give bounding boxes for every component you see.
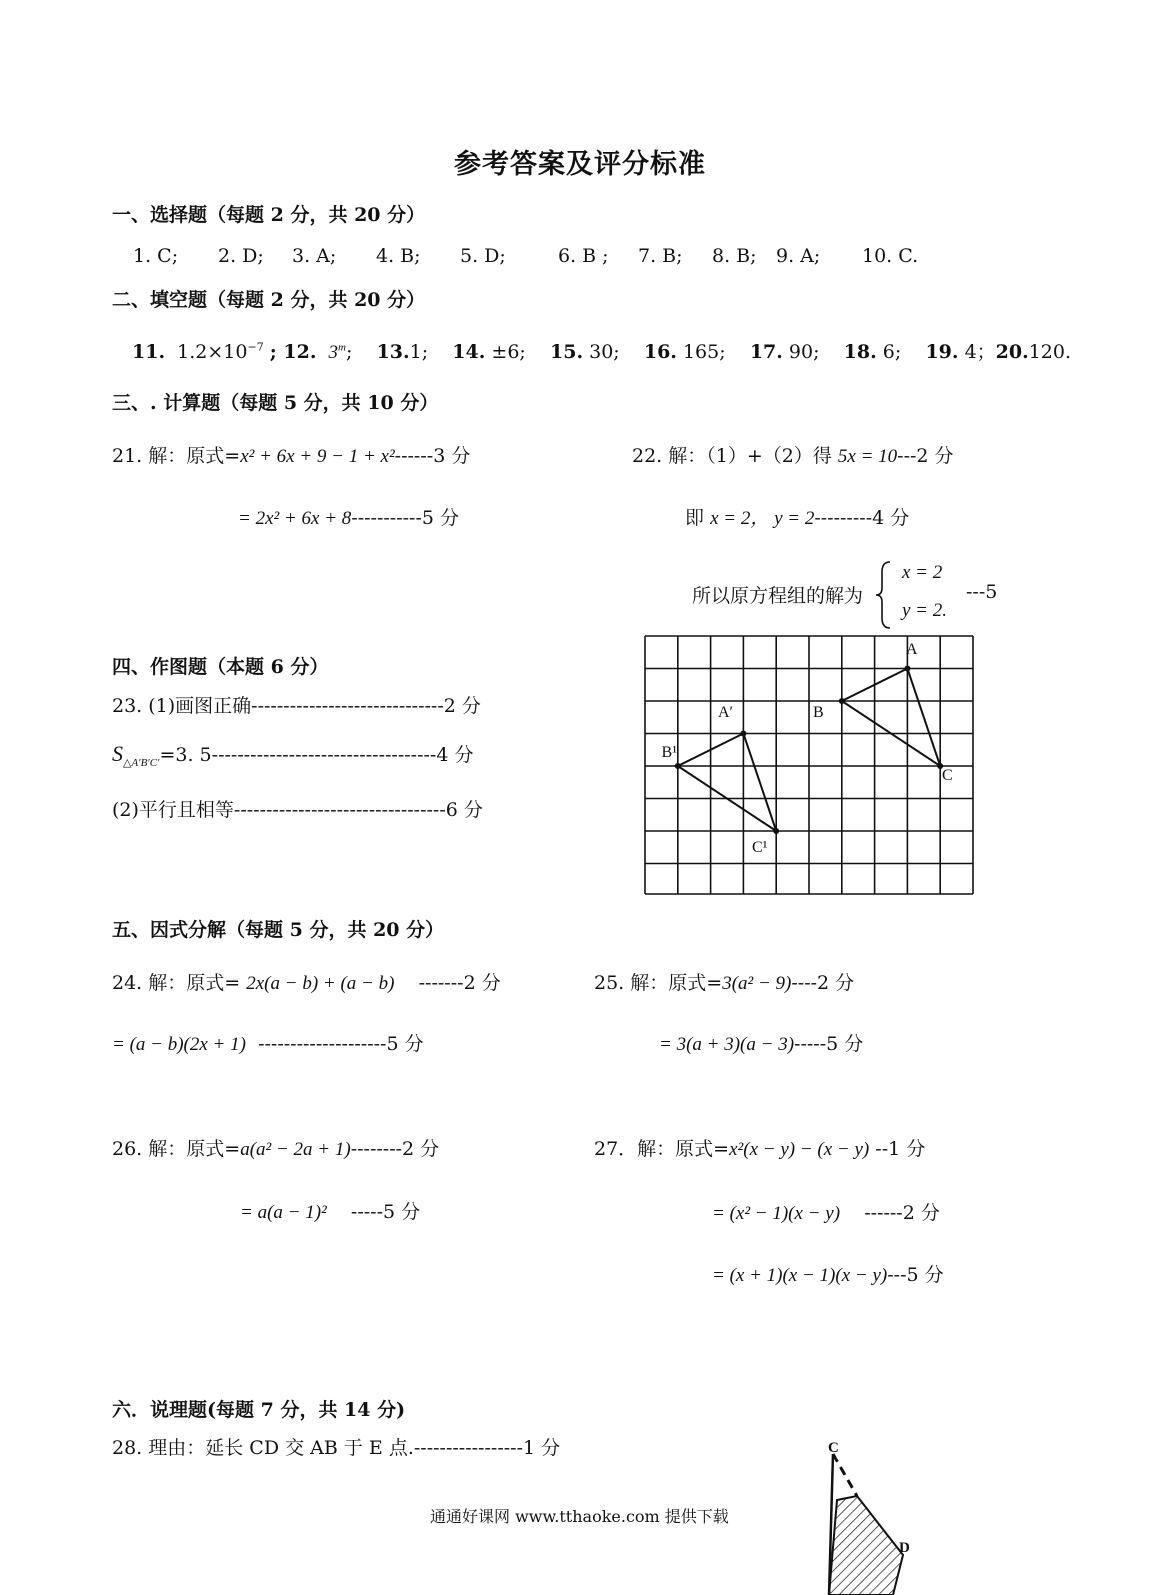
q14-answer: ±6; xyxy=(491,341,526,363)
q24-expr: 2x(a − b) + (a − b) xyxy=(246,973,395,994)
q19-answer: 4； xyxy=(964,341,996,363)
q28-line-1: 28. 理由：延长 CD 交 AB 于 E 点.-----------------1 分 xyxy=(112,1437,561,1459)
q25-score: ----2 分 xyxy=(791,972,855,994)
system-brace xyxy=(874,560,894,630)
q13-answer: 1; xyxy=(409,341,429,363)
section-4-heading: 四、作图题（本题 6 分） xyxy=(112,656,329,678)
section-2-answers xyxy=(132,337,1071,364)
point-b1 xyxy=(675,763,681,769)
q22-system-eq-2: y = 2. xyxy=(902,600,948,621)
q18-number: 18. xyxy=(843,341,877,363)
label-a: A xyxy=(906,641,918,658)
q12-end: ; xyxy=(345,341,353,363)
triangle-a1b1c1 xyxy=(678,734,776,832)
label-c1: C¹ xyxy=(752,839,768,856)
q23-line-2 xyxy=(112,740,473,769)
answer-3: 3. A; xyxy=(292,245,337,267)
q21-score-2: -----------5 分 xyxy=(351,507,460,529)
q22-prefix: 22. 解：（1）+（2）得 xyxy=(632,445,832,467)
q24-prefix: 24. 解：原式= xyxy=(112,972,241,994)
label-c-fig: C xyxy=(828,1440,839,1456)
q25-prefix: 25. 解：原式= xyxy=(594,972,723,994)
label-c: C xyxy=(942,767,953,784)
triangle-abc xyxy=(842,669,940,767)
q22-line-1 xyxy=(632,441,954,468)
point-a xyxy=(904,666,910,672)
q27-expr: x²(x − y) − (x − y) xyxy=(729,1139,870,1160)
q16-answer: 165; xyxy=(682,341,726,363)
section-3-heading: 三、. 计算题（每题 5 分，共 10 分） xyxy=(112,392,439,414)
q22-line-3-prefix: 所以原方程组的解为 xyxy=(692,585,864,607)
answer-10: 10. C. xyxy=(862,245,919,267)
q20-answer: 120. xyxy=(1028,341,1072,363)
q13-number: 13. xyxy=(376,341,410,363)
q11-exponent: −7 xyxy=(247,340,264,354)
q26-expr-2: = a(a − 1)² xyxy=(240,1202,327,1223)
q16-number: 16. xyxy=(643,341,677,363)
area-symbol: S xyxy=(112,741,123,766)
answer-4: 4. B; xyxy=(376,245,421,267)
q15-number: 15. xyxy=(550,341,584,363)
q27-line-2 xyxy=(712,1198,940,1225)
q27-line-3 xyxy=(712,1260,944,1287)
answer-6: 6. B ; xyxy=(558,245,609,267)
answer-9: 9. A; xyxy=(776,245,821,267)
q27-line-1 xyxy=(594,1134,925,1161)
q21-expr-2: = 2x² + 6x + 8 xyxy=(238,508,352,529)
q27-score-2: ------2 分 xyxy=(864,1202,940,1224)
point-b xyxy=(839,698,845,704)
q21-score-1: ------3 分 xyxy=(394,445,471,467)
q18-answer: 6; xyxy=(882,341,902,363)
answer-5: 5. D; xyxy=(460,245,506,267)
q22-expr-1: 5x = 10 xyxy=(837,446,898,467)
answer-1: 1. C; xyxy=(133,245,179,267)
answer-8: 8. B; xyxy=(712,245,757,267)
answer-7: 7. B; xyxy=(638,245,683,267)
q26-line-1 xyxy=(112,1134,439,1161)
q27-score-3: ---5 分 xyxy=(887,1264,944,1286)
q25-score-2: -----5 分 xyxy=(794,1033,864,1055)
q21-line-1 xyxy=(112,441,470,468)
q23-line-3: (2)平行且相等---------------------------------6 分 xyxy=(112,799,483,821)
answer-2: 2. D; xyxy=(218,245,264,267)
q21-line-2 xyxy=(238,503,459,530)
area-subscript: △A′B′C′ xyxy=(123,756,160,769)
q22-score-3: ---5 xyxy=(966,581,998,603)
q22-score-2: ---------4 分 xyxy=(814,507,910,529)
label-d-fig: D xyxy=(899,1540,910,1556)
q21-prefix: 21. 解：原式= xyxy=(112,445,241,467)
q24-score-2: --------------------5 分 xyxy=(258,1033,424,1055)
q24-line-2 xyxy=(112,1029,424,1056)
shaded-region xyxy=(829,1496,903,1595)
q27-expr-3: = (x + 1)(x − 1)(x − y) xyxy=(712,1265,888,1286)
q15-answer: 30; xyxy=(589,341,620,363)
q26-expr: a(a² − 2a + 1) xyxy=(240,1139,351,1160)
label-b1: B¹ xyxy=(661,744,677,761)
q26-score-2: -----5 分 xyxy=(350,1201,421,1223)
q12-exponent: m xyxy=(338,341,346,354)
section-5-heading: 五、因式分解（每题 5 分，共 20 分） xyxy=(112,919,445,941)
q27-score: --1 分 xyxy=(875,1138,926,1160)
q26-score: --------2 分 xyxy=(350,1138,440,1160)
q17-answer: 90; xyxy=(788,341,820,363)
grid-lines xyxy=(645,636,973,894)
q22-line-2 xyxy=(685,503,909,530)
q14-number: 14. xyxy=(452,341,486,363)
q22-expr-2: x = 2， y = 2 xyxy=(710,508,815,529)
dashed-extension-line xyxy=(833,1454,857,1496)
q11-number: 11. xyxy=(132,341,166,363)
q23-line-1: 23. (1)画图正确------------------------------2 分 xyxy=(112,695,481,717)
q22-score-1: ---2 分 xyxy=(897,445,954,467)
q23-line-2-rest: =3. 5-----------------------------------4 分 xyxy=(159,744,474,766)
q24-line-1 xyxy=(112,968,501,995)
label-b: B xyxy=(813,704,824,721)
q20-number: 20. xyxy=(995,341,1029,363)
section-1-heading: 一、选择题（每题 2 分，共 20 分） xyxy=(112,204,426,226)
section-2-heading: 二、填空题（每题 2 分，共 20 分） xyxy=(112,289,426,311)
q26-line-2 xyxy=(240,1197,420,1224)
q25-line-2 xyxy=(659,1029,863,1056)
q22-system-eq-1: x = 2 xyxy=(902,562,943,583)
q25-expr-2: = 3(a + 3)(a − 3) xyxy=(659,1034,795,1055)
section-6-heading: 六．说理题(每题 7 分，共 14 分) xyxy=(112,1399,406,1421)
q17-number: 17. xyxy=(749,341,783,363)
footer-text: 通通好课网 www.tthaoke.com 提供下载 xyxy=(430,1507,729,1526)
q25-line-1 xyxy=(594,968,854,995)
q22-prefix-2: 即 xyxy=(685,507,705,529)
q27-expr-2: = (x² − 1)(x − y) xyxy=(712,1203,841,1224)
translation-grid-figure xyxy=(640,632,980,898)
page-title: 参考答案及评分标准 xyxy=(454,149,706,180)
q28-figure xyxy=(815,1440,925,1595)
q24-expr-2: = (a − b)(2x + 1) xyxy=(112,1034,246,1055)
q24-score: -------2 分 xyxy=(418,972,501,994)
q19-number: 19. xyxy=(925,341,959,363)
q11-answer: 1.2×10 xyxy=(177,341,248,363)
q26-prefix: 26. 解：原式= xyxy=(112,1138,241,1160)
point-a1 xyxy=(740,731,746,737)
q27-prefix: 27．解：原式= xyxy=(594,1138,730,1160)
q12-answer: 3 xyxy=(328,342,339,363)
q21-expr-1: x² + 6x + 9 − 1 + x² xyxy=(240,446,395,467)
point-c1 xyxy=(773,828,779,834)
q12-number: ; 12. xyxy=(269,341,317,363)
label-a1: A′ xyxy=(718,704,734,721)
q25-expr: 3(a² − 9) xyxy=(722,973,792,994)
